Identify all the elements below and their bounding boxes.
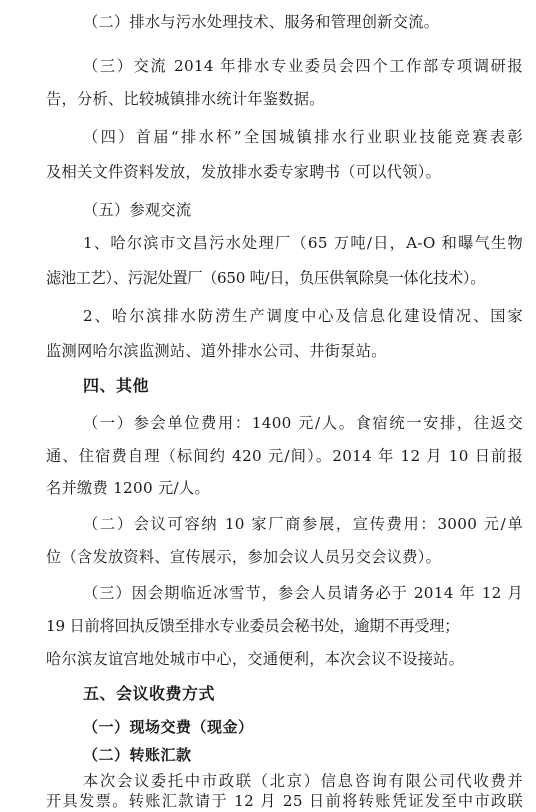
agenda-item-2: （二）排水与污水处理技术、服务和管理创新交流。 [83, 13, 440, 31]
fee-item-3-line-3: 哈尔滨友谊宫地处城市中心，交通便利，本次会议不设接站。 [46, 650, 465, 668]
fee-item-2-line-2: 位（含发放资料、宣传展示，参加会议人员另交会议费）。 [46, 548, 442, 566]
agenda-item-4-line-2: 及相关文件资料发放，发放排水委专家聘书（可以代领）。 [46, 163, 442, 181]
agenda-item-3-line-2: 告，分析、比较城镇排水统计年鉴数据。 [46, 90, 325, 108]
fee-item-1-line-3: 名并缴费 1200 元/人。 [46, 479, 210, 497]
fee-item-3-line-1: （三）因会期临近冰雪节，参会人员请务必于 2014 年 12 月 [83, 584, 523, 602]
agenda-item-5: （五）参观交流 [83, 201, 192, 219]
visit-2-line-2: 监测网哈尔滨监测站、道外排水公司、井街泵站。 [46, 342, 387, 360]
payment-body-line-1: 本次会议委托中市政联（北京）信息咨询有限公司代收费并 [83, 772, 523, 790]
payment-method-1: （一）现场交费（现金） [83, 718, 254, 736]
visit-1-line-1: 1、哈尔滨市文昌污水处理厂（65 万吨/日，A-O 和曝气生物 [83, 234, 523, 252]
fee-item-1-line-2: 通、住宿费自理（标间约 420 元/间）。2014 年 12 月 10 日前报 [46, 447, 523, 465]
visit-2-line-1: 2、哈尔滨排水防涝生产调度中心及信息化建设情况、国家 [83, 307, 523, 325]
agenda-item-3-line-1: （三）交流 2014 年排水专业委员会四个工作部专项调研报 [83, 57, 523, 75]
payment-body-line-2: 开具发票。转账汇款请于 12 月 25 日前将转账凭证发至中市政联 [46, 792, 523, 810]
payment-method-2: （二）转账汇款 [83, 746, 192, 764]
fee-item-3-line-2: 19 日前将回执反馈至排水专业委员会秘书处，逾期不再受理； [46, 617, 460, 635]
fee-item-1-line-1: （一）参会单位费用：1400 元/人。食宿统一安排，往返交 [83, 414, 523, 432]
section-4-heading: 四、其他 [83, 376, 150, 395]
section-5-heading: 五、会议收费方式 [83, 684, 216, 703]
fee-item-2-line-1: （二）会议可容纳 10 家厂商参展，宣传费用：3000 元/单 [83, 515, 523, 533]
agenda-item-4-line-1: （四）首届“排水杯”全国城镇排水行业职业技能竞赛表彰 [83, 128, 523, 146]
visit-1-line-2: 滤池工艺）、污泥处置厂（650 吨/日，负压供氧除臭一体化技术）。 [46, 269, 486, 287]
